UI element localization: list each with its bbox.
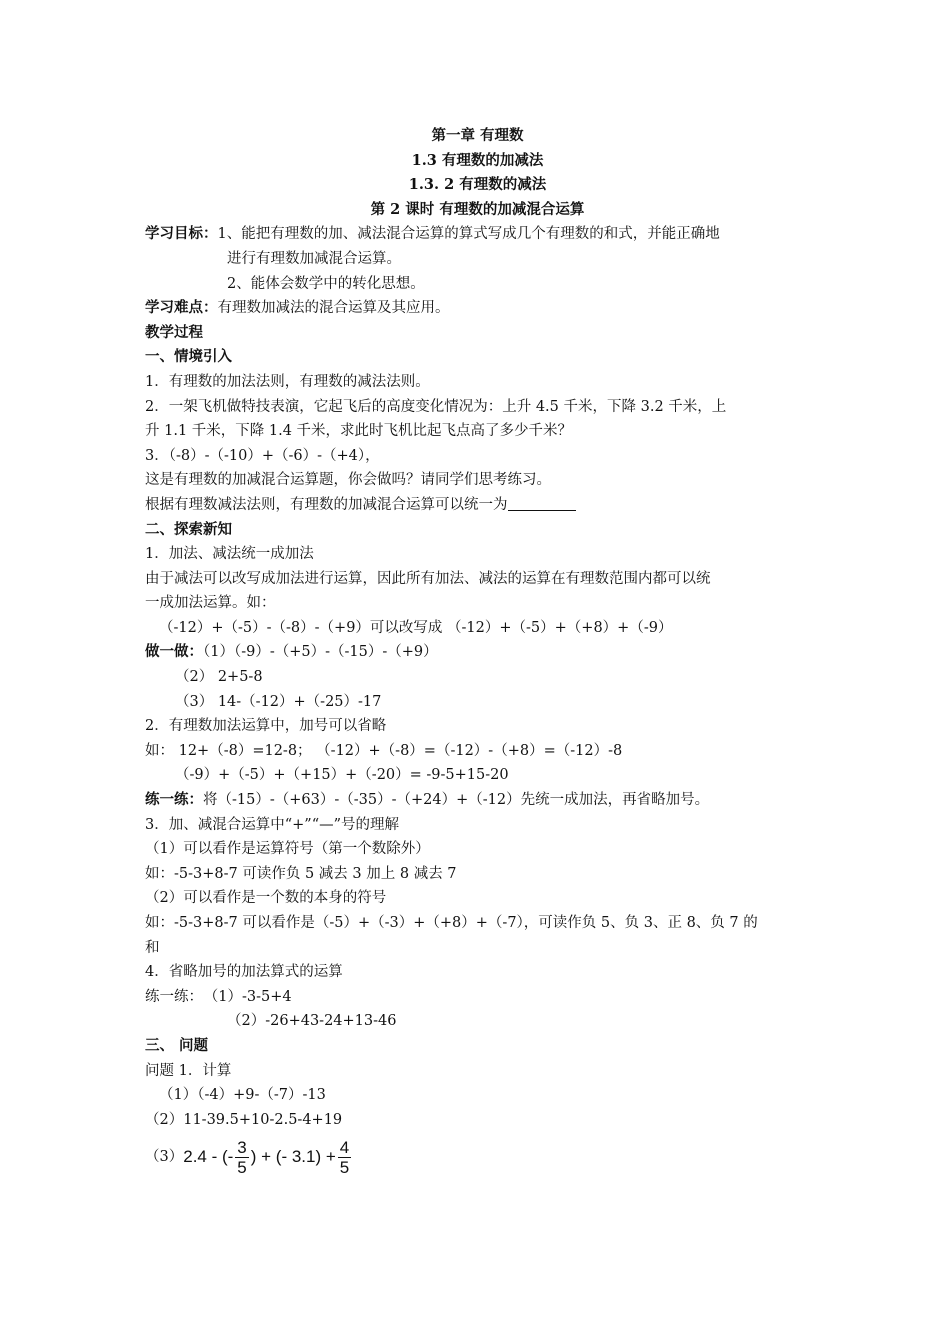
calc-item-2: （2）11-39.5+10-2.5-4+19 <box>145 1111 343 1128</box>
practice-label: 练一练： <box>145 791 203 809</box>
calc-item-3 <box>145 1132 810 1182</box>
p3-item-2-example-a: 如：-5-3+8-7 可以看作是（-5）+（-3）+（+8）+（-7），可读作负 5、负 3、正 8、负 7 的 <box>145 915 758 931</box>
p3-item-1-example: 如：-5-3+8-7 可读作负 5 减去 3 加上 8 减去 7 <box>145 865 457 882</box>
fraction-denominator: 5 <box>339 1157 350 1177</box>
sec1-line-3: 3．（-8）-（-10）+（-6）-（+4）， <box>145 447 380 464</box>
section-title: 1.3 有理数的加减法 <box>411 151 544 169</box>
fraction-numerator: 3 <box>237 1137 247 1157</box>
p1-title: 1．加法、减法统一成加法 <box>145 546 314 563</box>
question-1: 问题 1．计算 <box>145 1062 232 1079</box>
try-label: 做一做： <box>145 643 203 661</box>
fill-blank <box>508 496 576 511</box>
difficulty-line <box>145 296 810 321</box>
p4-item-2: （2）-26+43-24+13-46 <box>227 1013 397 1030</box>
objective-1b: 进行有理数加减混合运算。 <box>227 250 401 267</box>
p1-line-b: 一成加法运算。如： <box>145 595 276 612</box>
sec1-line-2a: 2．一架飞机做特技表演，它起飞后的高度变化情况为：上升 4.5 千米，下降 3.2 千米，上 <box>145 398 727 415</box>
calc-item-3-label: （3） <box>145 1149 184 1166</box>
try-item-3: （3） 14-（-12）+（-25）-17 <box>175 693 382 710</box>
difficulty-label: 学习难点： <box>145 299 218 317</box>
sec1-line-2b: 升 1.1 千米，下降 1.4 千米，求此时飞机比起飞点高了多少千米？ <box>145 423 573 440</box>
try-item-1: （1）（-9）-（+5）-（-15）-（+9） <box>203 644 438 661</box>
sec1-line-4: 这是有理数的加减混合运算题，你会做吗？请同学们思考练习。 <box>145 472 551 489</box>
p3-item-1: （1）可以看作是运算符号（第一个数除外） <box>145 841 430 858</box>
fraction-3-5 <box>235 1138 248 1177</box>
practice-line <box>145 788 810 813</box>
objectives-label: 学习目标： <box>145 225 218 243</box>
math-part-b: ) + (- 3.1) + <box>250 1147 336 1167</box>
p1-line-a: 由于减法可以改写成加法进行运算，因此所有加法、减法的运算在有理数范围内都可以统 <box>145 570 711 587</box>
fraction-denominator: 5 <box>237 1157 247 1177</box>
objectives-line-1 <box>145 222 810 247</box>
chapter-title: 第一章 有理数 <box>431 127 524 144</box>
math-expression <box>183 1138 353 1177</box>
sec1-heading: 一、情境引入 <box>145 348 232 366</box>
document-page <box>145 124 810 1182</box>
p2-example-2: （-9）+（-5）+（+15）+（-20）= -9-5+15-20 <box>175 767 509 784</box>
sec2-heading: 二、探索新知 <box>145 520 232 538</box>
difficulty-text: 有理数加减法的混合运算及其应用。 <box>217 300 450 317</box>
fraction-4-5 <box>338 1138 351 1177</box>
sec1-line-5 <box>145 493 810 518</box>
objective-1a: 1、能把有理数的加、减法混合运算的算式写成几个有理数的和式，并能正确地 <box>217 226 720 243</box>
try-line-1 <box>145 640 810 665</box>
sec3-heading: 三、 问题 <box>145 1036 209 1054</box>
p3-item-2: （2）可以看作是一个数的本身的符号 <box>145 890 387 907</box>
p2-title: 2．有理数加法运算中，加号可以省略 <box>145 718 387 735</box>
process-heading: 教学过程 <box>145 323 203 341</box>
try-item-2: （2） 2+5-8 <box>175 669 263 686</box>
lesson-title: 第 2 课时 有理数的加减混合运算 <box>370 200 585 218</box>
p4-item-1: （1）-3-5+4 <box>211 988 292 1005</box>
calc-item-1: （1）（-4）+9-（-7）-13 <box>159 1087 326 1104</box>
p3-title: 3．加、减混合运算中“+”“—”号的理解 <box>145 816 400 833</box>
p4-label: 练一练： <box>145 988 203 1005</box>
fraction-numerator: 4 <box>339 1137 350 1157</box>
p1-example: （-12）+（-5）-（-8）-（+9）可以改写成 （-12）+（-5）+（+8）+（-9） <box>159 619 673 636</box>
practice-text: 将（-15）-（+63）-（-35）-（+24）+（-12）先统一成加法，再省略加号。 <box>203 792 710 809</box>
p3-item-2-example-b: 和 <box>145 939 160 956</box>
p2-example-1: 如： 12+（-8）=12-8； （-12）+（-8）=（-12）-（+8）=（-12）-8 <box>145 742 623 759</box>
sec1-line-1: 1．有理数的加法法则，有理数的减法法则。 <box>145 373 430 390</box>
sec1-line-5-text: 根据有理数减法法则，有理数的加减混合运算可以统一为 <box>145 496 508 513</box>
subsection-title: 1.3. 2 有理数的减法 <box>408 176 547 194</box>
math-part-a: 2.4 - (- <box>183 1147 234 1167</box>
p4-title: 4．省略加号的加法算式的运算 <box>145 964 343 981</box>
objective-2: 2、能体会数学中的转化思想。 <box>227 275 425 292</box>
p4-line-1 <box>145 985 810 1010</box>
